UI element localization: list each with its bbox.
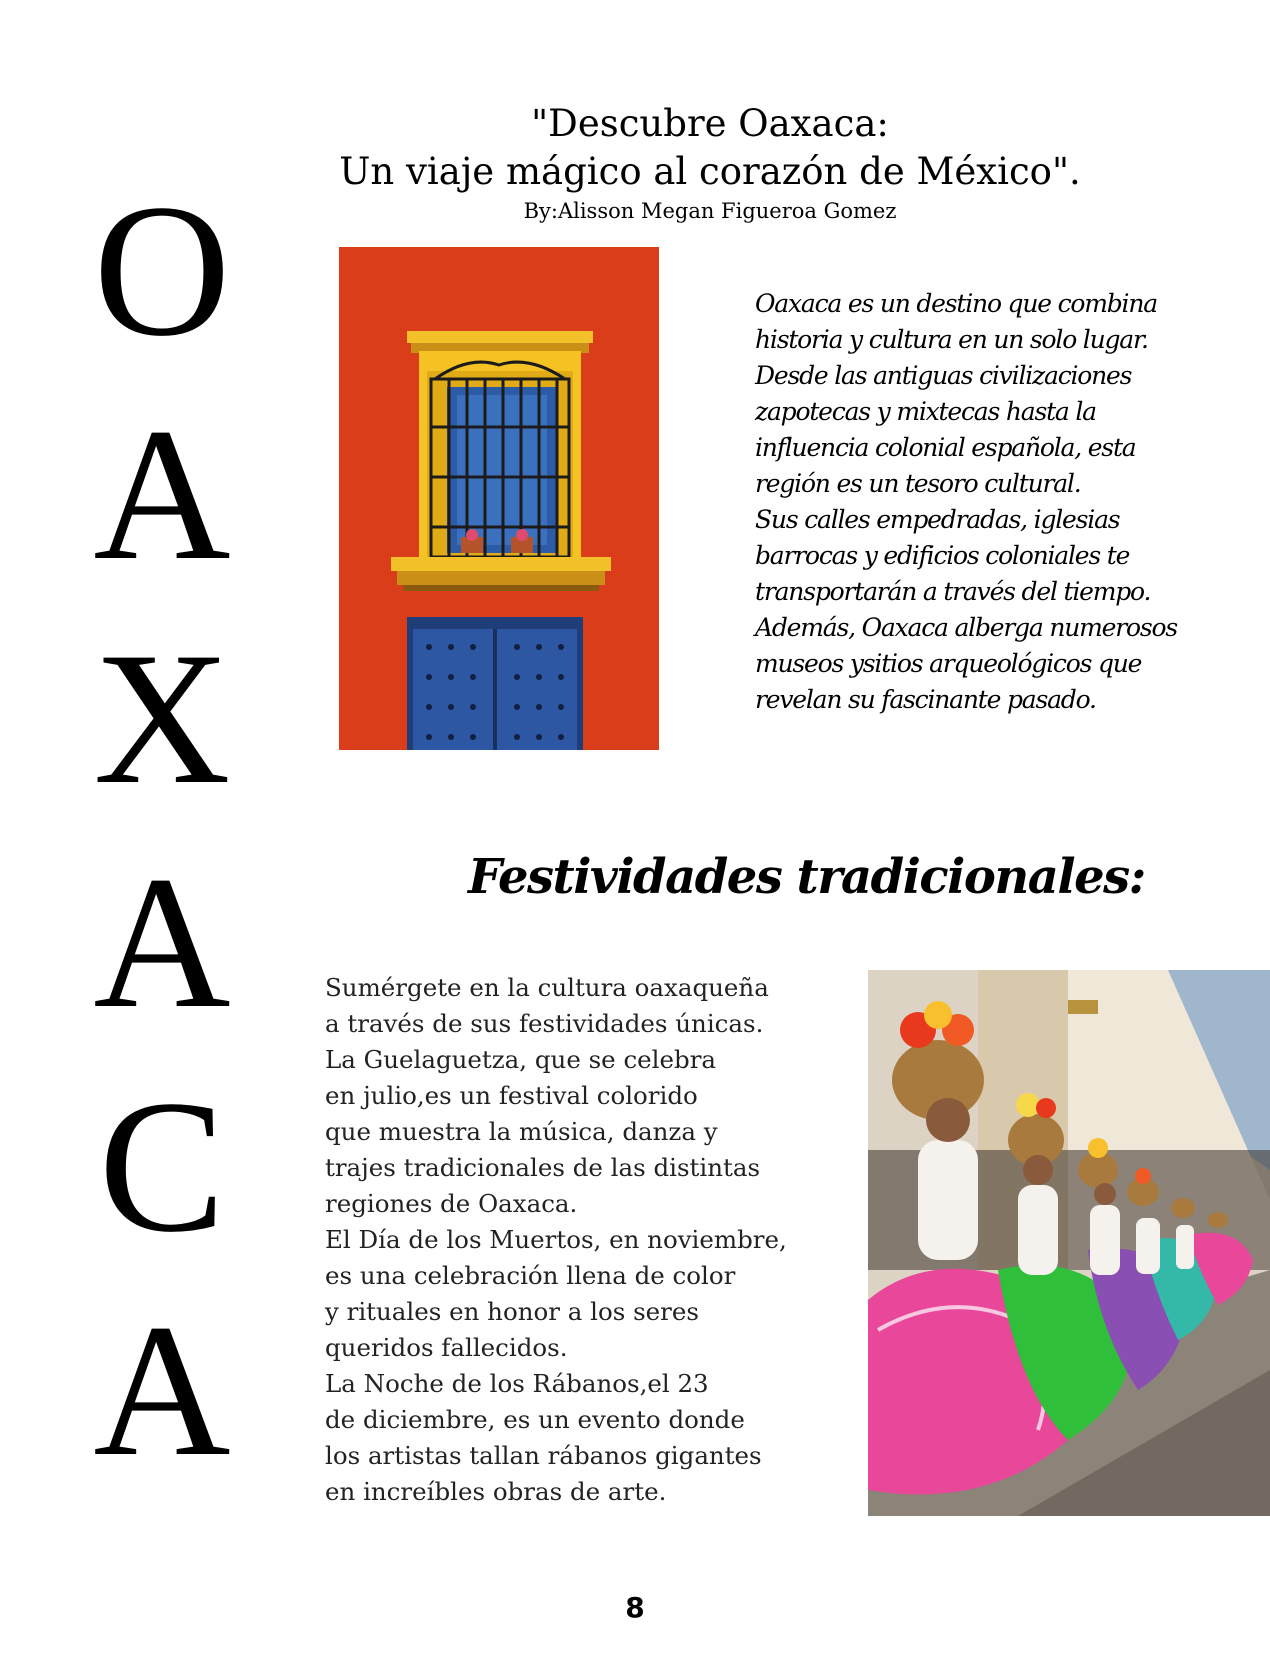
festivities-paragraph — [325, 970, 845, 1510]
festivities-line: en increíbles obras de arte. — [325, 1477, 667, 1506]
page-title-line-1: "Descubre Oaxaca: — [531, 102, 889, 145]
intro-line: museos ysitios arqueológicos que — [755, 649, 1142, 678]
vertical-letter-c: C — [98, 1062, 226, 1272]
festivities-line: y rituales en honor a los seres — [325, 1297, 699, 1326]
festivities-line: los artistas tallan rábanos gigantes — [325, 1441, 762, 1470]
colonial-window-photo — [339, 247, 659, 750]
intro-paragraph — [755, 286, 1255, 718]
guelaguetza-dancers-photo — [868, 970, 1270, 1516]
festivities-line: a través de sus festividades únicas. — [325, 1009, 764, 1038]
intro-line: Desde las antiguas civilizaciones — [755, 361, 1132, 390]
festivities-line: regiones de Oaxaca. — [325, 1189, 578, 1218]
vertical-letter-a: A — [93, 390, 231, 600]
festivities-line: trajes tradicionales de las distintas — [325, 1153, 761, 1182]
intro-line: historia y cultura en un solo lugar. — [755, 325, 1148, 354]
vertical-letter-a: A — [93, 1286, 231, 1496]
intro-line: Oaxaca es un destino que combina — [755, 289, 1157, 318]
intro-line: zapotecas y mixtecas hasta la — [755, 397, 1096, 426]
intro-line: región es un tesoro cultural. — [755, 469, 1081, 498]
page-number: 8 — [625, 1591, 645, 1624]
festivities-line: La Guelaguetza, que se celebra — [325, 1045, 717, 1074]
festivities-line: es una celebración llena de color — [325, 1261, 736, 1290]
festivities-line: queridos fallecidos. — [325, 1333, 568, 1362]
intro-line: revelan su fascinante pasado. — [755, 685, 1096, 714]
vertical-letter-o: O — [93, 166, 231, 376]
festivities-line: que muestra la música, danza y — [325, 1117, 718, 1146]
intro-line: barrocas y edificios coloniales te — [755, 541, 1130, 570]
page-title-line-2: Un viaje mágico al corazón de México". — [339, 150, 1081, 193]
vertical-letter-x: X — [93, 614, 231, 824]
festivities-line: en julio,es un festival colorido — [325, 1081, 698, 1110]
festivities-line: Sumérgete en la cultura oaxaqueña — [325, 973, 769, 1002]
festivities-line: de diciembre, es un evento donde — [325, 1405, 745, 1434]
intro-line: Además, Oaxaca alberga numerosos — [755, 613, 1177, 642]
intro-line: influencia colonial española, esta — [755, 433, 1136, 462]
festivities-line: El Día de los Muertos, en noviembre, — [325, 1225, 787, 1254]
festivities-line: La Noche de los Rábanos,el 23 — [325, 1369, 709, 1398]
author-byline: By:Alisson Megan Figueroa Gomez — [523, 199, 897, 223]
intro-line: transportarán a través del tiempo. — [755, 577, 1151, 606]
festivities-heading: Festividades tradicionales: — [468, 849, 1145, 905]
intro-line: Sus calles empedradas, iglesias — [755, 505, 1120, 534]
vertical-letter-a: A — [93, 838, 231, 1048]
